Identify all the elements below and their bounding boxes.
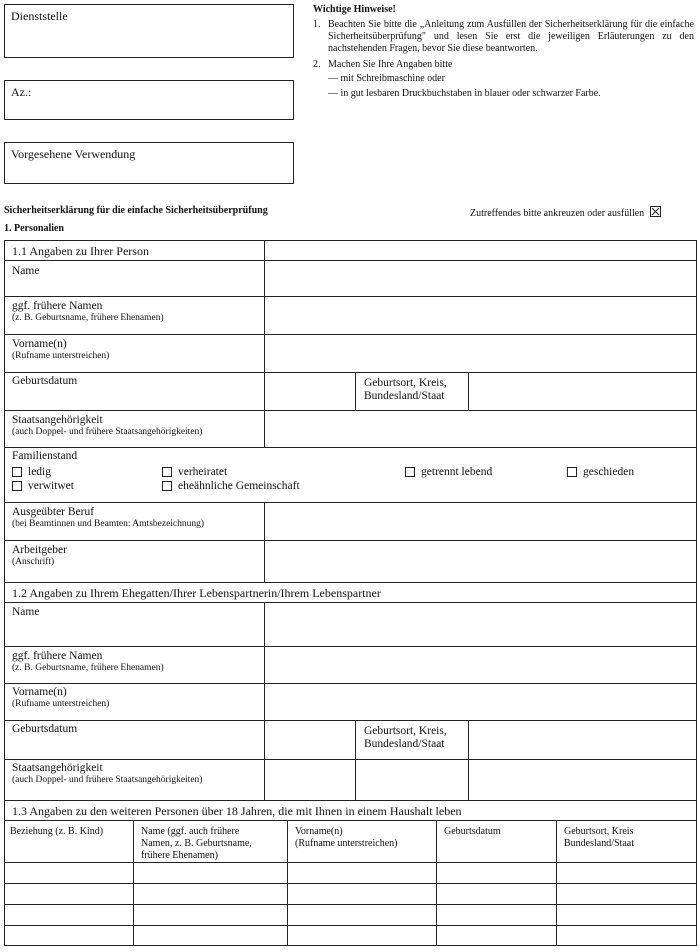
s11-familienstand-label: Familienstand <box>12 450 78 462</box>
s11-beruf-sub: (bei Beamtinnen und Beamten: Amtsbezeichnung) <box>12 519 205 529</box>
dienststelle-label: Dienststelle <box>11 9 68 23</box>
s12-name-field[interactable] <box>265 603 696 646</box>
s12-heading: 1.2 Angaben zu Ihrem Ehegatten/Ihrer Lebenspartnerin/Ihrem Lebenspartner <box>12 586 381 600</box>
s12-geburtsort-line1: Geburtsort, Kreis, <box>364 725 447 737</box>
s13-col-vorname-1: Vorname(n) <box>295 826 343 837</box>
fam-geschieden-label: geschieden <box>583 466 635 478</box>
s12-geburtsort-field[interactable] <box>469 721 696 759</box>
s11-geburtsort-line2: Bundesland/Staat <box>364 390 445 402</box>
form-hint <box>470 206 661 220</box>
s12-fruehere-namen-text: ggf. frühere Namen <box>12 650 103 662</box>
s13-col-geburtsort-2: Bundesland/Staat <box>564 838 634 849</box>
s12-staat-text: Staatsangehörigkeit <box>12 762 103 774</box>
fam-geschieden[interactable] <box>567 466 634 479</box>
s11-beruf-label <box>12 506 204 530</box>
s11-arbeitgeber-sub: (Anschrift) <box>12 557 55 567</box>
s11-arbeitgeber-label <box>12 544 67 568</box>
s11-heading: 1.1 Angaben zu Ihrer Person <box>12 244 149 258</box>
checkbox-icon[interactable] <box>12 481 22 491</box>
s13-col-name-3: frühere Ehenamen) <box>141 850 218 861</box>
s11-fruehere-namen-label <box>12 300 164 324</box>
checkbox-icon[interactable] <box>12 467 22 477</box>
s13-col-vorname-2: (Rufname unterstreichen) <box>295 838 398 849</box>
checkbox-icon[interactable] <box>405 467 415 477</box>
s12-geburtsdatum-field[interactable] <box>265 721 355 759</box>
fam-ledig[interactable] <box>12 466 51 479</box>
fam-getrennt[interactable] <box>405 466 492 479</box>
s12-geburtsort-line2: Bundesland/Staat <box>364 738 445 750</box>
s11-geburtsdatum-label: Geburtsdatum <box>12 375 78 387</box>
s11-geburtsort-label <box>364 377 447 403</box>
s13-row-4[interactable] <box>5 926 696 945</box>
hinweise-item2-text: Machen Sie Ihre Angaben bitte <box>328 59 453 70</box>
az-label: Az.: <box>11 85 32 99</box>
s12-name-label: Name <box>12 606 40 618</box>
s13-row-3[interactable] <box>5 905 696 925</box>
hinweise-item2-b: — in gut lesbaren Druckbuchstaben in blauer oder schwarzer Farbe. <box>328 88 601 99</box>
hinweise-item2-num: 2. <box>313 59 321 70</box>
hinweise-item1-num: 1. <box>313 19 321 30</box>
s12-staat-sub: (auch Doppel- und frühere Staatsangehörigkeiten) <box>12 775 203 785</box>
fam-verwitwet-label: verwitwet <box>28 480 74 492</box>
s13-col-beziehung: Beziehung (z. B. Kind) <box>10 826 104 837</box>
s11-vorname-field[interactable] <box>265 335 696 372</box>
s11-staat-label <box>12 414 202 438</box>
form-hint-text: Zutreffendes bitte ankreuzen oder ausfüllen <box>470 208 645 219</box>
s11-arbeitgeber-text: Arbeitgeber <box>12 544 67 556</box>
s11-geburtsort-field[interactable] <box>469 373 696 410</box>
s11-beruf-text: Ausgeübter Beruf <box>12 506 95 518</box>
dienststelle-box[interactable] <box>4 4 294 58</box>
s13-col-vorname <box>295 826 397 850</box>
s12-vorname-field[interactable] <box>265 684 696 720</box>
s12-staat-field[interactable] <box>265 760 696 800</box>
s11-arbeitgeber-field[interactable] <box>265 541 696 582</box>
s12-fruehere-namen-sub: (z. B. Geburtsname, frühere Ehenamen) <box>12 663 164 673</box>
fam-verheiratet[interactable] <box>162 466 227 479</box>
fam-getrennt-label: getrennt lebend <box>421 466 493 478</box>
s12-fruehere-namen-label <box>12 650 164 674</box>
verwendung-label: Vorgesehene Verwendung <box>11 147 136 161</box>
hinweise-item2-a: — mit Schreibmaschine oder <box>328 73 445 84</box>
s12-fruehere-namen-field[interactable] <box>265 647 696 683</box>
s11-geburtsort-line1: Geburtsort, Kreis, <box>364 377 447 389</box>
s12-vorname-text: Vorname(n) <box>12 686 67 698</box>
s13-row-1[interactable] <box>5 863 696 883</box>
s12-vorname-sub: (Rufname unterstreichen) <box>12 699 110 709</box>
verwendung-box[interactable] <box>4 142 294 184</box>
s11-name-field[interactable] <box>265 261 696 296</box>
s12-staat-label <box>12 762 202 786</box>
s11-geburtsdatum-field[interactable] <box>265 373 355 410</box>
fam-verheiratet-label: verheiratet <box>178 466 228 478</box>
checkbox-icon[interactable] <box>567 467 577 477</box>
s11-vorname-label <box>12 338 109 362</box>
s13-col-name-2: Namen, z. B. Geburtsname, <box>141 838 252 849</box>
s13-col-name <box>141 826 252 862</box>
s11-vorname-sub: (Rufname unterstreichen) <box>12 351 110 361</box>
form-title: Sicherheitserklärung für die einfache Sicherheitsüberprüfung <box>4 205 268 216</box>
s11-name-label: Name <box>12 265 40 277</box>
s12-geburtsdatum-label: Geburtsdatum <box>12 723 78 735</box>
fam-eheaehnlich[interactable] <box>162 480 300 493</box>
s12-vorname-label <box>12 686 109 710</box>
s11-vorname-text: Vorname(n) <box>12 338 67 350</box>
checked-box-icon <box>650 206 661 217</box>
s13-col-name-1: Name (ggf. auch frühere <box>141 826 240 837</box>
s11-beruf-field[interactable] <box>265 503 696 540</box>
s13-col-geburtsort-1: Geburtsort, Kreis <box>564 826 634 837</box>
az-box[interactable] <box>4 80 294 120</box>
section-1-heading: 1. Personalien <box>4 223 64 234</box>
checkbox-icon[interactable] <box>162 467 172 477</box>
s11-fruehere-namen-sub: (z. B. Geburtsname, frühere Ehenamen) <box>12 313 164 323</box>
s11-staat-field[interactable] <box>265 411 696 447</box>
s12-geburtsort-label <box>364 725 447 751</box>
s13-row-2[interactable] <box>5 884 696 904</box>
checkbox-icon[interactable] <box>162 481 172 491</box>
s11-staat-sub: (auch Doppel- und frühere Staatsangehörigkeiten) <box>12 427 203 437</box>
s13-col-geburtsdatum: Geburtsdatum <box>444 826 501 837</box>
fam-verwitwet[interactable] <box>12 480 74 493</box>
hinweise-title: Wichtige Hinweise! <box>313 4 396 15</box>
s11-staat-text: Staatsangehörigkeit <box>12 414 103 426</box>
s11-fruehere-namen-text: ggf. frühere Namen <box>12 300 103 312</box>
fam-eheaehnlich-label: eheähnliche Gemeinschaft <box>178 480 300 492</box>
s11-fruehere-namen-field[interactable] <box>265 297 696 334</box>
fam-ledig-label: ledig <box>28 466 51 478</box>
hinweise-item1-text: Beachten Sie bitte die „Anleitung zum Ausfüllen der Sicherheitserklärung für die einfache Sicherheitsüberprüfung" und lesen Sie erst die jeweiligen Erläuterungen zu den nachstehenden Fragen, bevor Sie diese beantworten. <box>328 19 694 54</box>
s13-col-geburtsort <box>564 826 634 850</box>
s13-heading: 1.3 Angaben zu den weiteren Personen über 18 Jahren, die mit Ihnen in einem Haushalt leben <box>12 804 462 818</box>
